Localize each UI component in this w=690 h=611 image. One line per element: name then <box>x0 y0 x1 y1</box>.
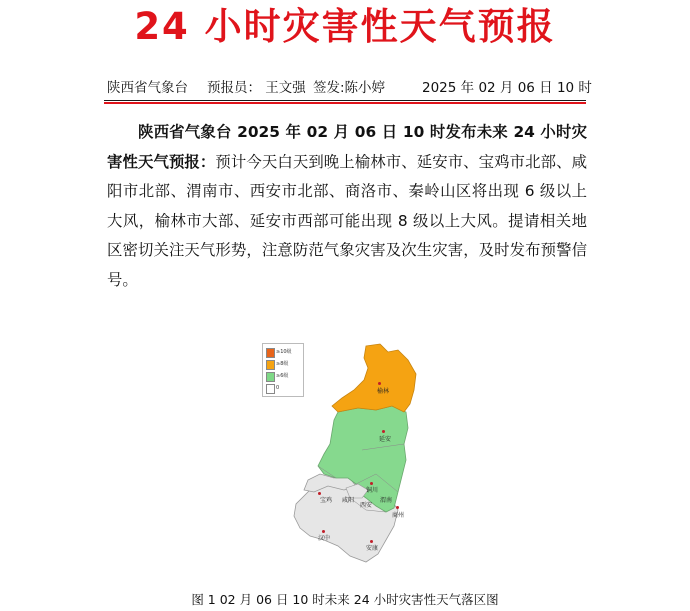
city-label-yanan: 延安 <box>379 436 392 443</box>
city-dot <box>370 540 373 543</box>
legend-swatch <box>266 372 275 382</box>
agency-name: 陕西省气象台 <box>107 80 188 96</box>
city-label-ankang: 安康 <box>366 545 379 552</box>
city-dot <box>396 506 399 509</box>
city-label-tongchuan: 铜川 <box>366 487 379 494</box>
legend-label: 0 <box>276 385 280 391</box>
legend-item <box>266 359 302 369</box>
city-label-weinan: 渭南 <box>380 497 393 504</box>
city-label-shangluo: 商州 <box>392 512 405 519</box>
legend-item <box>266 383 302 393</box>
legend-label: ≥10级 <box>276 349 292 355</box>
city-label-xian: 西安 <box>360 502 373 509</box>
legend-swatch <box>266 360 275 370</box>
city-label-yulin: 榆林 <box>377 388 390 395</box>
city-dot <box>378 382 381 385</box>
legend-label: ≥8级 <box>276 361 289 367</box>
city-dot <box>370 482 373 485</box>
legend-item <box>266 347 302 357</box>
city-label-xianyang: 咸阳 <box>342 497 355 504</box>
figure-caption: 图 1 02 月 06 日 10 时未来 24 小时灾害性天气落区图 <box>191 592 499 607</box>
forecaster-name: 预报员： 王文强 <box>207 80 306 96</box>
issuance-meta <box>107 78 592 98</box>
issue-datetime: 2025 年 02 月 06 日 10 时 <box>422 80 592 96</box>
map-legend <box>262 343 304 397</box>
forecast-text: 预计今天白天到晚上榆林市、延安市、宝鸡市北部、咸阳市北部、渭南市、西安市北部、商洛市、秦岭山区将出现 6 级以上大风，榆林市大部、延安市西部可能出现 8 级以上大风。提请相关地区密切关注天气形势，注意防范气象灾害及次生灾害，及时发布预警信号。 <box>107 152 587 289</box>
city-label-hanzhong: 汉中 <box>318 535 331 542</box>
city-label-baoji: 宝鸡 <box>320 497 333 504</box>
header-red-rule <box>104 102 586 104</box>
city-dot <box>382 430 385 433</box>
legend-item <box>266 371 302 381</box>
forecast-lead: 陕西省气象台 2025 年 02 月 06 日 10 时发布未来 24 小时灾害性天气预报： <box>107 123 587 171</box>
legend-swatch <box>266 384 275 394</box>
legend-swatch <box>266 348 275 358</box>
header-rule <box>104 100 586 101</box>
legend-label: ≥6级 <box>276 373 289 379</box>
page-title: 24 小时灾害性天气预报 <box>134 5 556 48</box>
city-dot <box>318 492 321 495</box>
signer-name: 签发:陈小婷 <box>313 80 386 96</box>
map-region-level8 <box>332 344 416 412</box>
city-dot <box>322 530 325 533</box>
forecast-body <box>107 118 587 295</box>
